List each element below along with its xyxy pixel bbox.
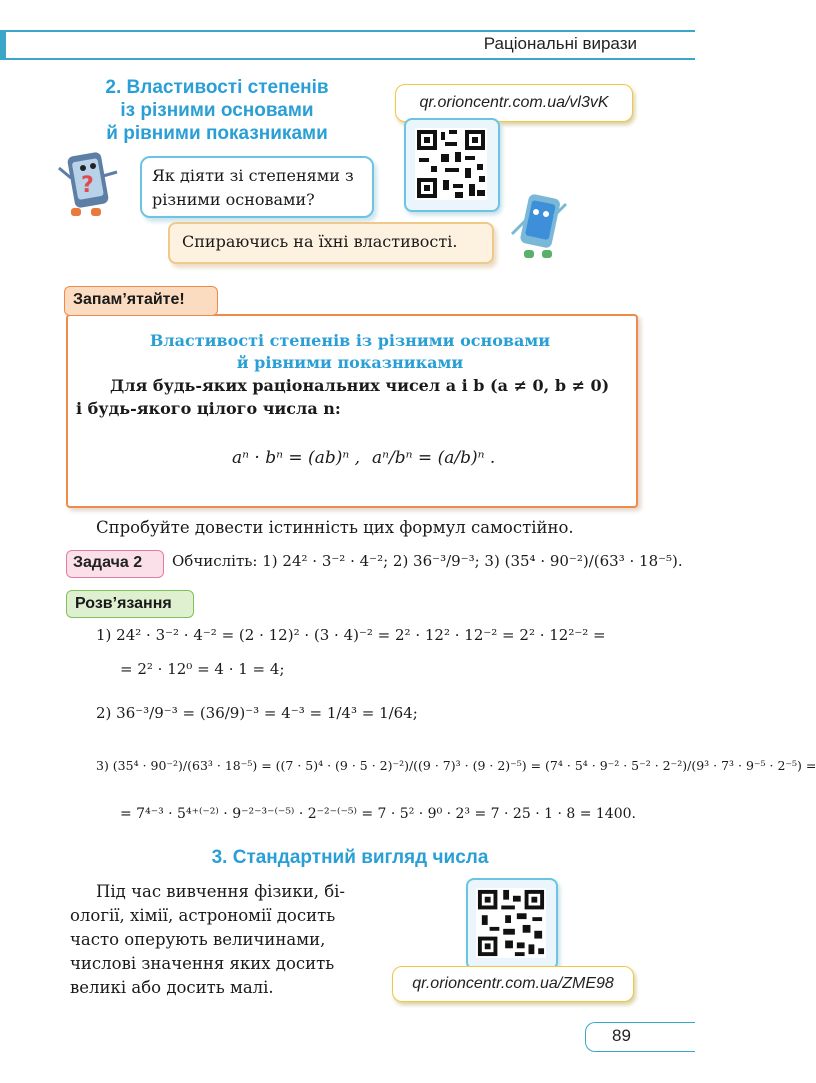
- remember-title: Властивості степенів із різними основами й рівними показниками: [149, 331, 551, 372]
- answer-bubble: Спираючись на їхні властивості.: [168, 222, 494, 264]
- qr-code-frame-2[interactable]: [466, 878, 558, 970]
- section-2-title: 2. Властивості степенів із різними основами й рівними показниками: [105, 77, 329, 144]
- task-tag: Задача 2: [66, 550, 164, 578]
- formula-product: aⁿ · bⁿ = (ab)ⁿ ,: [232, 448, 361, 468]
- section-3-paragraph: Під час вивчення фізики, бі- ології, хімії, астрономії досить часто оперують величинами, числові значення яких досить великі або досить малі.: [70, 882, 345, 997]
- svg-text:?: ?: [81, 173, 94, 198]
- phone-character-question-icon: [55, 148, 125, 220]
- qr-code-icon: [415, 128, 487, 200]
- task-text: Обчисліть: 1) 24² · 3⁻² · 4⁻²; 2) 36⁻³/9⁻³; 3) (35⁴ · 90⁻²)/(63³ · 18⁻⁵).: [172, 552, 683, 570]
- formula-quotient: aⁿ/bⁿ = (a/b)ⁿ .: [372, 448, 496, 468]
- remember-tag: Запам’ятайте!: [64, 286, 218, 316]
- solution-1-line-1: 1) 24² · 3⁻² · 4⁻² = (2 · 12)² · (3 · 4)⁻² = 2² · 12² · 12⁻² = 2² · 12²⁻² =: [96, 626, 606, 644]
- page-number-frame: [585, 1022, 695, 1052]
- running-title: Раціональні вирази: [483, 34, 637, 53]
- self-proof-prompt: Спробуйте довести істинність цих формул самостійно.: [96, 518, 574, 537]
- header-left-edge: [0, 30, 6, 60]
- remember-rule: Для будь-яких раціональних чисел a і b (a ≠ 0, b ≠ 0) і будь-якого цілого числа n:: [76, 376, 610, 418]
- page-number: 89: [612, 1026, 631, 1045]
- header-top-line: [0, 30, 695, 32]
- solution-tag: Розв’язання: [66, 590, 194, 618]
- solution-3-line-1: 3) (35⁴ · 90⁻²)/(63³ · 18⁻⁵) = ((7 · 5)⁴ · (9 · 5 · 2)⁻²)/((9 · 7)³ · (9 · 2)⁻⁵) = (7⁴ · 5⁴ · 9⁻² · 5⁻² · 2⁻²)/(9³ · 7³ · 9⁻⁵ · 2⁻⁵) =: [96, 758, 816, 773]
- qr-link-2[interactable]: qr.orioncentr.com.ua/ZME98: [392, 966, 634, 1002]
- section-3-title: 3. Стандартний вигляд числа: [211, 847, 489, 868]
- solution-1-line-2: = 2² · 12⁰ = 4 · 1 = 4;: [120, 660, 285, 678]
- question-bubble: Як діяти зі степенями з різними основами?: [140, 156, 374, 218]
- phone-character-happy-icon: [502, 192, 574, 262]
- header-bottom-line: [0, 58, 695, 60]
- solution-2: 2) 36⁻³/9⁻³ = (36/9)⁻³ = 4⁻³ = 1/4³ = 1/64;: [96, 704, 418, 722]
- qr-code-icon: [476, 888, 546, 958]
- qr-code-frame-1[interactable]: [404, 118, 500, 212]
- solution-3-line-2: = 7⁴⁻³ · 5⁴⁺⁽⁻²⁾ · 9⁻²⁻³⁻⁽⁻⁵⁾ · 2⁻²⁻⁽⁻⁵⁾ = 7 · 5² · 9⁰ · 2³ = 7 · 25 · 1 · 8 = 1400.: [120, 806, 636, 822]
- qr-link-1[interactable]: qr.orioncentr.com.ua/vl3vK: [395, 84, 633, 122]
